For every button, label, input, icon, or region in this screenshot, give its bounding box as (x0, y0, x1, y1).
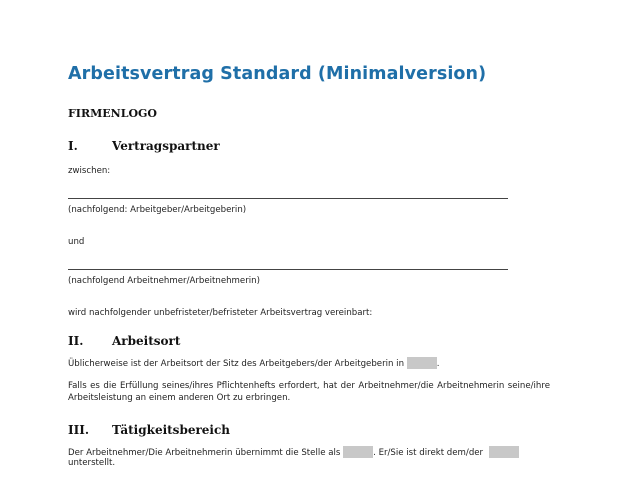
period: . (436, 359, 440, 369)
section-title: Tätigkeitsbereich (112, 423, 231, 437)
section-number: III. (68, 423, 90, 437)
employer-signature-line[interactable] (68, 198, 508, 199)
text-agreement: wird nachfolgender unbefristeter/befristeter Arbeitsvertrag vereinbart: (68, 308, 373, 318)
paragraph-subordinate: unterstellt. (68, 458, 116, 468)
employee-signature-line[interactable] (68, 269, 508, 270)
section-title: Arbeitsort (112, 334, 181, 348)
text-employer-note: (nachfolgend: Arbeitgeber/Arbeitgeberin) (68, 205, 247, 215)
location-input-field[interactable] (407, 357, 437, 369)
section-heading-arbeitsort (68, 334, 180, 348)
section-title: Vertragspartner (112, 139, 220, 153)
paragraph-text: . Er/Sie ist direkt dem/der (373, 448, 484, 458)
section-heading-vertragspartner (68, 139, 220, 153)
paragraph-text: Der Arbeitnehmer/Die Arbeitnehmerin übernimmt die Stelle als (68, 448, 341, 458)
section-heading-taetigkeitsbereich (68, 423, 230, 437)
supervisor-input-field[interactable] (489, 446, 519, 458)
document-title: Arbeitsvertrag Standard (Minimalversion) (68, 64, 487, 84)
text-employee-note: (nachfolgend Arbeitnehmer/Arbeitnehmerin) (68, 276, 260, 286)
text-and: und (68, 237, 85, 247)
section-number: I. (68, 139, 78, 153)
paragraph-other-location: Falls es die Erfüllung seines/ihres Pflichtenhefts erfordert, hat der Arbeitnehmer/die Arbeitnehmerin seine/ihre Arbeitsleistung an einem anderen Ort zu erbringen. (68, 381, 550, 403)
paragraph-position (68, 446, 519, 458)
paragraph-work-location (68, 357, 440, 369)
text-between: zwischen: (68, 166, 111, 176)
paragraph-text: Üblicherweise ist der Arbeitsort der Sitz des Arbeitgebers/der Arbeitgeberin in (68, 359, 405, 369)
position-input-field[interactable] (343, 446, 373, 458)
section-number: II. (68, 334, 84, 348)
company-logo-placeholder: FIRMENLOGO (68, 107, 158, 120)
